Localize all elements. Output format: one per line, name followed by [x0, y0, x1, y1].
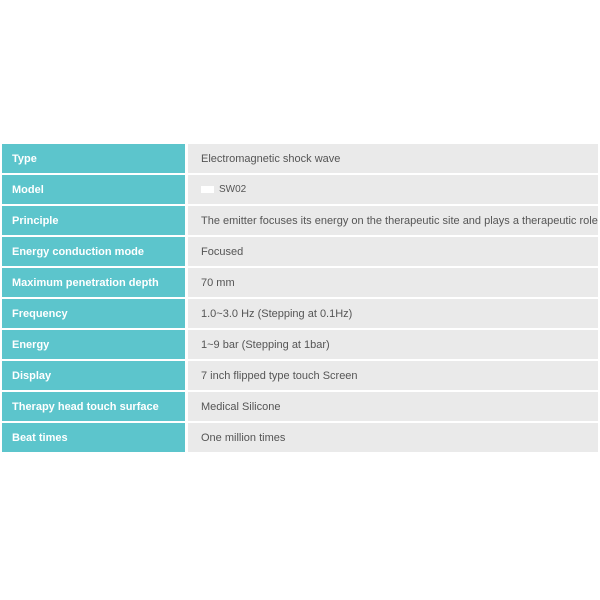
spec-label: Model: [2, 175, 185, 204]
spec-value: Medical Silicone: [188, 392, 598, 421]
spec-label: Maximum penetration depth: [2, 268, 185, 297]
spec-row-display: [2, 361, 598, 390]
spec-label: Display: [2, 361, 185, 390]
spec-row-principle: [2, 206, 598, 235]
spec-value: 1.0~3.0 Hz (Stepping at 0.1Hz): [188, 299, 598, 328]
spec-row-frequency: [2, 299, 598, 328]
spec-value: Electromagnetic shock wave: [188, 144, 598, 173]
spec-value: Focused: [188, 237, 598, 266]
spec-value: 7 inch flipped type touch Screen: [188, 361, 598, 390]
model-swatch: [201, 186, 214, 193]
spec-value: The emitter focuses its energy on the therapeutic site and plays a therapeutic role: [188, 206, 598, 235]
spec-table: [2, 144, 598, 452]
spec-label: Energy: [2, 330, 185, 359]
spec-label: Principle: [2, 206, 185, 235]
model-code: SW02: [219, 184, 247, 195]
spec-label: Frequency: [2, 299, 185, 328]
spec-row-beat-times: [2, 423, 598, 452]
spec-row-max-penetration-depth: [2, 268, 598, 297]
spec-row-energy: [2, 330, 598, 359]
spec-label: Beat times: [2, 423, 185, 452]
spec-row-energy-conduction-mode: [2, 237, 598, 266]
spec-label: Type: [2, 144, 185, 173]
spec-value: One million times: [188, 423, 598, 452]
spec-value: 70 mm: [188, 268, 598, 297]
spec-value-model: [188, 175, 598, 204]
spec-row-model: [2, 175, 598, 204]
spec-row-type: [2, 144, 598, 173]
spec-value: 1~9 bar (Stepping at 1bar): [188, 330, 598, 359]
spec-label: Therapy head touch surface: [2, 392, 185, 421]
spec-label: Energy conduction mode: [2, 237, 185, 266]
spec-row-therapy-head-surface: [2, 392, 598, 421]
